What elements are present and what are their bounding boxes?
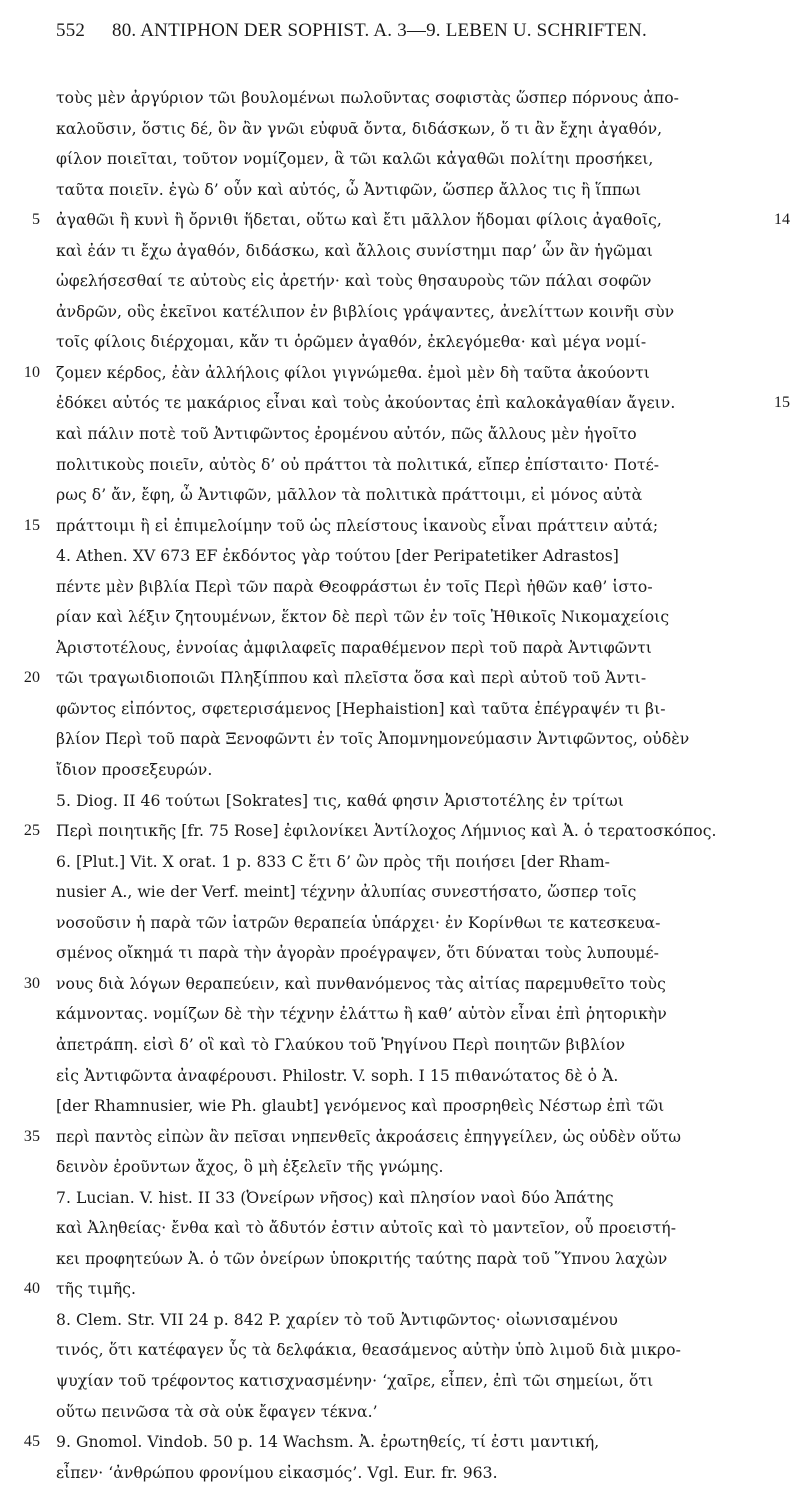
line-text: ὠφελήσεσθαί τε αὐτοὺς εἰς ἀρετήν· καὶ τοὺς θησαυροὺς τῶν πάλαι σοφῶν [56,272,652,291]
line-text: πέντε μὲν βιβλία Περὶ τῶν παρὰ Θεοφράστωι ἐν τοῖς Περὶ ἠθῶν καθ’ ἱστο- [56,577,653,596]
line-text: σμένος οἴκημά τι παρὰ τὴν ἀγορὰν προέγραψεν, ὅτι δύναται τοὺς λυπουμέ- [56,944,659,963]
text-line [23,1427,760,1458]
line-number: 10 [23,363,40,381]
line-text: εἶπεν· ‘ἀνθρώπου φρονίμου εἰκασμός’. Vgl. Eur. fr. 963. [56,1463,498,1482]
line-text: νους διὰ λόγων θεραπεύειν, καὶ πυνθανόμενος τὰς αἰτίας παρεμυθεῖτο τοὺς [56,974,666,993]
line-text: 6. [Plut.] Vit. X orat. 1 p. 833 C ἔτι δ’ ὢν πρὸς τῆι ποιήσει [der Rham- [56,852,611,871]
line-number: 30 [23,974,40,992]
line-text: καὶ πάλιν ποτὲ τοῦ Ἀντιφῶντος ἐρομένου αὐτόν, πῶς ἄλλους μὲν ἡγοῖτο [56,425,637,444]
line-text: ἐδόκει αὐτός τε μακάριος εἶναι καὶ τοὺς ἀκούοντας ἐπὶ καλοκἀγαθίαν ἄγειν. [56,394,676,413]
text-line [23,511,760,542]
line-text: ρως δ’ ἄν, ἔφη, ὦ Ἀντιφῶν, μᾶλλον τὰ πολιτικὰ πράττοιμι, εἰ μόνος αὐτὰ [56,486,643,505]
line-text: βλίον Περὶ τοῦ παρὰ Ξενοφῶντι ἐν τοῖς Ἀπομνημονεύμασιν Ἀντιφῶντος, οὐδὲν [56,730,690,749]
line-text: καλοῦσιν, ὅστις δέ, ὃν ἂν γνῶι εὐφυᾶ ὄντα, διδάσκων, ὅ τι ἂν ἔχηι ἀγαθόν, [56,119,663,138]
text-line [31,205,791,236]
text-line [56,388,791,419]
text-line [56,1213,760,1244]
text-line [56,602,760,633]
line-text: 8. Clem. Str. VII 24 p. 842 P. χαρίεν τὸ τοῦ Ἀντιφῶντος· οἰωνισαμένου [56,1310,618,1329]
text-line [56,450,760,481]
text-line [56,114,760,145]
line-text: κει προφητεύων Ἀ. ὁ τῶν ὀνείρων ὑποκριτής ταύτης παρὰ τοῦ Ὕπνου λαχὼν [56,1249,668,1268]
text-line [56,1366,760,1397]
text-line [56,1458,760,1488]
line-text: εἰς Ἀντιφῶντα ἀναφέρουσι. Philostr. V. soph. I 15 πιθανώτατος δὲ ὁ Ἀ. [56,1066,619,1085]
line-text: Ἀριστοτέλους, ἐννοίας ἀμφιλαφεῖς παραθέμενον περὶ τοῦ παρὰ Ἀντιφῶντι [56,638,652,657]
text-line [56,327,760,358]
text-line [56,694,760,725]
line-text: 5. Diog. II 46 τούτωι [Sokrates] τις, καθά φησιν Ἀριστοτέλης ἐν τρίτωι [56,791,624,810]
line-text: δεινὸν ἐροῦντων ἄχος, ὃ μὴ ἐξελεῖν τῆς γνώμης. [56,1158,444,1177]
line-text: ἀπετράπη. εἰσὶ δ’ οἳ καὶ τὸ Γλαύκου τοῦ Ῥηγίνου Περὶ ποιητῶν βιβλίον [56,1035,626,1054]
text-line [56,1030,760,1061]
line-text: κάμνοντας. νομίζων δὲ τὴν τέχνην ἐλάττω ἢ καθ’ αὑτὸν εἶναι ἐπὶ ῥητορικὴν [56,1005,667,1024]
text-line [56,541,760,572]
margin-reference-number: 14 [774,211,791,229]
line-number: 5 [31,211,40,229]
line-text: nusier A., wie der Verf. meint] τέχνην ἀλυπίας συνεστήσατο, ὥσπερ τοῖς [56,883,637,902]
line-number: 40 [23,1280,40,1298]
text-line [56,480,760,511]
text-line [56,755,760,786]
line-text: 4. Athen. XV 673 EF ἐκδόντος γὰρ τούτου [der Peripatetiker Adrastos] [56,547,619,566]
line-text: τοὺς μὲν ἀργύριον τῶι βουλομένωι πωλοῦντας σοφιστὰς ὥσπερ πόρνους ἀπο- [56,89,679,107]
line-text: 9. Gnomol. Vindob. 50 p. 14 Wachsm. Ἀ. ἐρωτηθείς, τί ἐστι μαντική, [56,1433,600,1452]
text-line [23,816,760,847]
text-line [23,663,760,694]
text-line [56,1397,760,1428]
line-text: 7. Lucian. V. hist. II 33 (Ὀνείρων νῆσος) καὶ πλησίον ναοὶ δύο Ἀπάτης [56,1188,614,1207]
text-line [56,1183,760,1214]
text-line [56,786,760,817]
text-line [56,1091,760,1122]
text-line [23,1274,760,1305]
text-line [56,236,760,267]
line-number: 15 [23,516,40,534]
line-text: ζομεν κέρδος, ἐὰν ἀλλήλοις φίλοι γιγνώμεθα. ἐμοὶ μὲν δὴ ταῦτα ἀκούοντι [56,363,650,382]
text-line [56,877,760,908]
line-text: φῶντος εἰπόντος, σφετερισάμενος [Hephaistion] καὶ ταῦτα ἐπέγραψέν τι βι- [56,699,666,718]
line-text: [der Rhamnusier, wie Ph. glaubt] γενόμενος καὶ προσρηθεὶς Νέστωρ ἐπὶ τῶι [56,1097,665,1116]
line-text: περὶ παντὸς εἰπὼν ἂν πεῖσαι νηπενθεῖς ἀκροάσεις ἐπηγγείλεν, ὡς οὐδὲν οὕτω [56,1127,682,1146]
line-text: φίλον ποιεῖται, τοῦτον νομίζομεν, ἃ τῶι καλῶι κἀγαθῶι πολίτηι προσήκει, [56,150,654,169]
text-line [56,419,760,450]
text-line [56,847,760,878]
line-text: ἴδιον προσεξευρών. [56,761,213,780]
margin-reference-number: 15 [774,394,791,412]
line-text: πράττοιμι ἢ εἰ ἐπιμελοίμην τοῦ ὡς πλείστους ἱκανοὺς εἶναι πράττειν αὐτά; [56,516,659,535]
text-line [56,908,760,939]
line-number: 35 [23,1127,40,1145]
running-header [56,20,760,50]
line-text: καὶ ἐάν τι ἔχω ἀγαθόν, διδάσκω, καὶ ἄλλοις συνίστημι παρ’ ὧν ἂν ἡγῶμαι [56,241,653,260]
text-line [56,633,760,664]
line-text: ἀνδρῶν, οὓς ἐκεῖνοι κατέλιπον ἐν βιβλίοις γράψαντες, ἀνελίττων κοινῆι σὺν [56,302,675,321]
line-text: καὶ Ἀληθείας· ἔνθα καὶ τὸ ἄδυτόν ἐστιν αὐτοῖς καὶ τὸ μαντεῖον, οὗ προειστή- [56,1219,677,1238]
line-text: τῆς τιμῆς. [56,1280,137,1299]
text-line [23,1122,760,1153]
text-line [56,938,760,969]
text-line [23,969,760,1000]
line-number: 45 [23,1433,40,1451]
text-line [56,1305,760,1336]
line-text: τοῖς φίλοις διέρχομαι, κἄν τι ὁρῶμεν ἀγαθόν, ἐκλεγόμεθα· καὶ μέγα νομί- [56,333,647,352]
text-line [56,266,760,297]
line-text: τινός, ὅτι κατέφαγεν ὗς τὰ δελφάκια, θεασάμενος αὐτὴν ὑπὸ λιμοῦ διὰ μικρο- [56,1341,681,1360]
text-line [56,297,760,328]
text-line [23,358,760,389]
line-text: πολιτικοὺς ποιεῖν, αὐτὸς δ’ οὐ πράττοι τὰ πολιτικά, εἴπερ ἐπίσταιτο· Ποτέ- [56,455,660,474]
line-text: ψυχίαν τοῦ τρέφοντος κατισχνασμένην· ‘χαῖρε, εἶπεν, ἐπὶ τῶι σημείωι, ὅτι [56,1371,654,1390]
text-line [56,1335,760,1366]
line-text: Περὶ ποιητικῆς [fr. 75 Rose] ἐφιλονίκει Ἀντίλοχος Λήμνιος καὶ Ἀ. ὁ τερατοσκόπος. [56,822,717,841]
text-line [56,1061,760,1092]
line-text: νοσοῦσιν ἡ παρὰ τῶν ἰατρῶν θεραπεία ὑπάρχει· ἐν Κορίνθωι τε κατεσκευα- [56,913,661,932]
main-text-body [23,83,791,1488]
text-line [56,1244,760,1275]
text-line [56,1152,760,1183]
line-text: ταῦτα ποιεῖν. ἐγὼ δ’ οὖν καὶ αὐτός, ὦ Ἀντιφῶν, ὥσπερ ἄλλος τις ἢ ἵππωι [56,180,642,199]
line-number: 25 [23,822,40,840]
text-line [56,175,760,206]
text-line [56,83,760,114]
page-number: 552 [56,20,86,41]
line-text: ρίαν καὶ λέξιν ζητουμένων, ἕκτον δὲ περὶ τῶν ἐν τοῖς Ἠθικοῖς Νικομαχείοις [56,608,670,627]
line-text: οὕτω πεινῶσα τὰ σὰ οὐκ ἔφαγεν τέκνα.’ [56,1402,378,1421]
running-title: 80. ANTIPHON DER SOPHIST. A. 3—9. LEBEN U. SCHRIFTEN. [112,20,647,41]
line-text: τῶι τραγωιδιοποιῶι Πληξίππου καὶ πλεῖστα ὅσα καὶ περὶ αὐτοῦ τοῦ Ἀντι- [56,669,647,688]
text-line [56,999,760,1030]
line-text: ἀγαθῶι ἢ κυνὶ ἢ ὄρνιθι ἥδεται, οὕτω καὶ ἔτι μᾶλλον ἥδομαι φίλοις ἀγαθοῖς, [56,211,662,230]
text-line [56,144,760,175]
text-line [56,724,760,755]
text-line [56,572,760,603]
line-number: 20 [23,669,40,687]
